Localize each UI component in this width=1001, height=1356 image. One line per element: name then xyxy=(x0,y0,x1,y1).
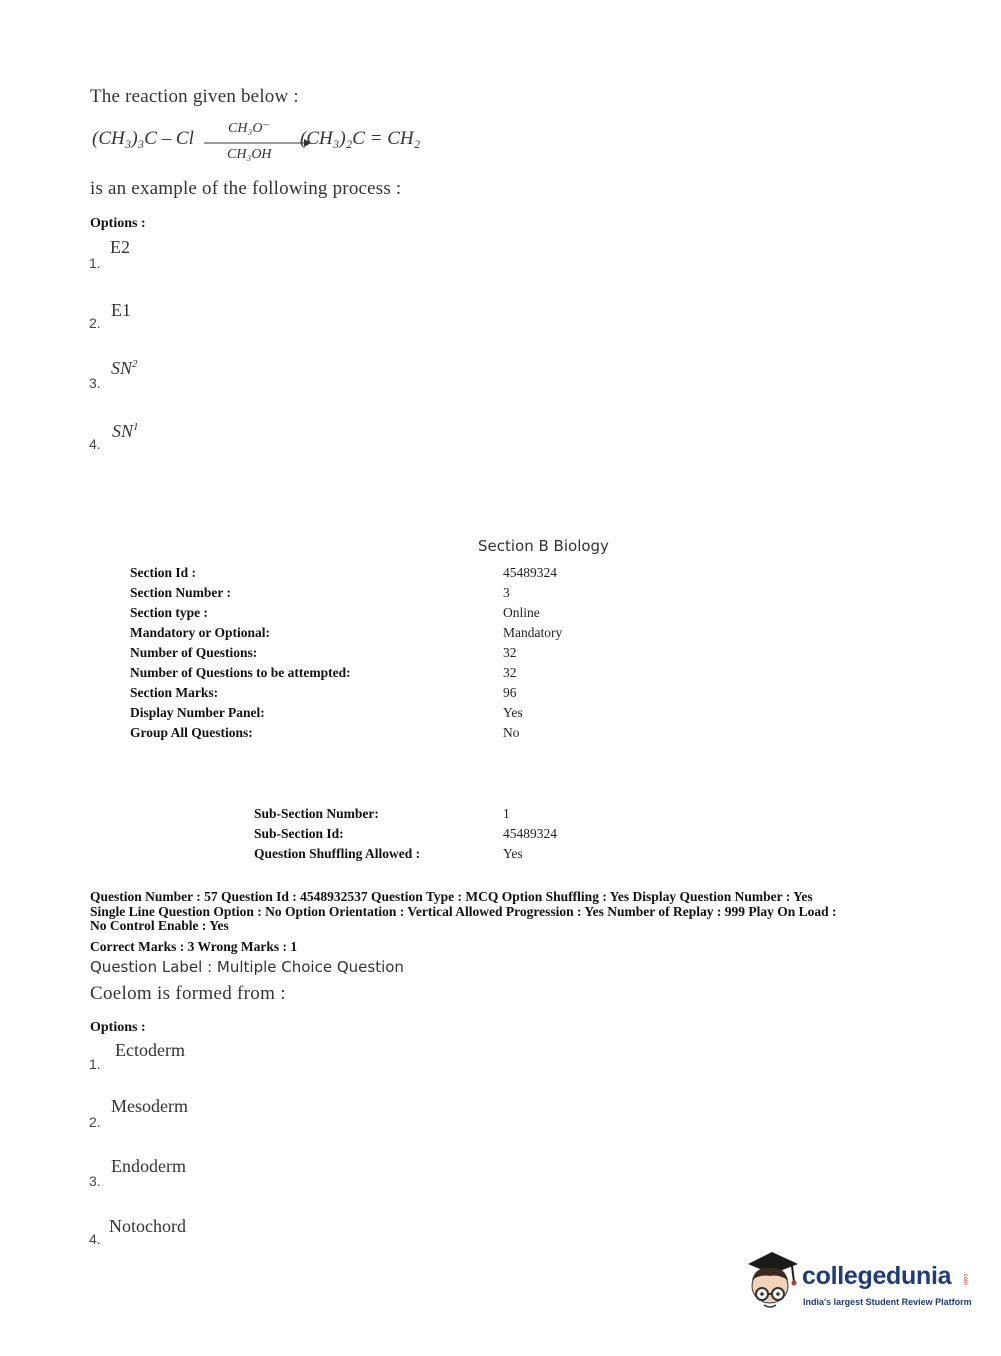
option-number: 3. xyxy=(89,1173,101,1189)
section-info-value: Mandatory xyxy=(503,625,563,640)
question-meta-line: No Control Enable : Yes xyxy=(90,918,229,933)
subsection-info-value: 1 xyxy=(503,806,510,821)
section-info-label: Section Marks: xyxy=(130,685,219,700)
subsection-info-value: Yes xyxy=(503,846,523,861)
collegedunia-logo[interactable] xyxy=(742,1250,972,1320)
subsection-info-value: 45489324 xyxy=(503,826,557,841)
brand-name: collegedunia xyxy=(802,1262,952,1290)
subsection-info-label: Sub-Section Id: xyxy=(254,826,344,841)
option-text: $SN^1$ xyxy=(112,421,139,441)
question-meta xyxy=(90,890,920,934)
reaction-equation xyxy=(92,118,452,170)
mascot-icon xyxy=(742,1250,800,1318)
option-text: Mesoderm xyxy=(111,1096,188,1116)
section-title: Section B Biology xyxy=(478,537,609,555)
section-info-label: Section Id : xyxy=(130,565,197,580)
options-heading: Options : xyxy=(90,216,146,231)
section-info-label: Mandatory or Optional: xyxy=(130,625,271,640)
option-number: 2. xyxy=(89,1114,101,1130)
equation-product: (CH₃)₂C = CH₂ xyxy=(300,128,421,149)
subsection-info-label: Question Shuffling Allowed : xyxy=(254,846,421,861)
option-text: Notochord xyxy=(109,1216,186,1236)
option-number: 4. xyxy=(89,1231,101,1247)
brand-domain: .com xyxy=(962,1272,968,1286)
option-number: 3. xyxy=(89,375,101,391)
section-info-label: Section type : xyxy=(130,605,208,620)
section-info-value: Online xyxy=(503,605,540,620)
question-marks: Correct Marks : 3 Wrong Marks : 1 xyxy=(90,939,298,954)
question-tail: is an example of the following process : xyxy=(90,178,402,199)
brand-tagline: India's largest Student Review Platform xyxy=(803,1297,972,1307)
option-text: E2 xyxy=(110,237,130,257)
section-info-value: 32 xyxy=(503,645,517,660)
section-info-label: Group All Questions: xyxy=(130,725,253,740)
section-info-value: 45489324 xyxy=(503,565,557,580)
section-info-label: Display Number Panel: xyxy=(130,705,265,720)
options-heading: Options : xyxy=(90,1020,146,1035)
equation-reagent-top: CH₃O⁻ xyxy=(228,121,270,136)
section-info-label: Number of Questions: xyxy=(130,645,258,660)
question-meta-line: Question Number : 57 Question Id : 4548932537 Question Type : MCQ Option Shuffling : Yes Display Question Number : Yes xyxy=(90,889,813,904)
equation-reactant: (CH₃)₃C – Cl xyxy=(92,128,194,149)
subsection-info-label: Sub-Section Number: xyxy=(254,806,379,821)
option-text: Ectoderm xyxy=(115,1040,185,1060)
question-meta-line: Single Line Question Option : No Option Orientation : Vertical Allowed Progression : Yes Number of Replay : 999 Play On Load : xyxy=(90,903,837,919)
section-info-value: 32 xyxy=(503,665,517,680)
option-number: 1. xyxy=(89,255,101,271)
option-text: $SN^2$ xyxy=(111,358,138,378)
section-info-value: 3 xyxy=(503,585,510,600)
section-info-label: Number of Questions to be attempted: xyxy=(130,665,351,680)
section-info-value: Yes xyxy=(503,705,523,720)
section-info-value: 96 xyxy=(503,685,517,700)
question-label: Question Label : Multiple Choice Question xyxy=(90,958,404,976)
option-number: 1. xyxy=(89,1056,101,1072)
question-text: Coelom is formed from : xyxy=(90,983,286,1004)
option-text: E1 xyxy=(111,300,131,320)
option-number: 4. xyxy=(89,436,101,452)
option-text: Endoderm xyxy=(111,1156,186,1176)
option-number: 2. xyxy=(89,315,101,331)
question-intro: The reaction given below : xyxy=(90,86,299,107)
section-info-label: Section Number : xyxy=(130,585,231,600)
section-info-value: No xyxy=(503,725,520,740)
equation-reagent-bottom: CH₃OH xyxy=(227,147,272,162)
